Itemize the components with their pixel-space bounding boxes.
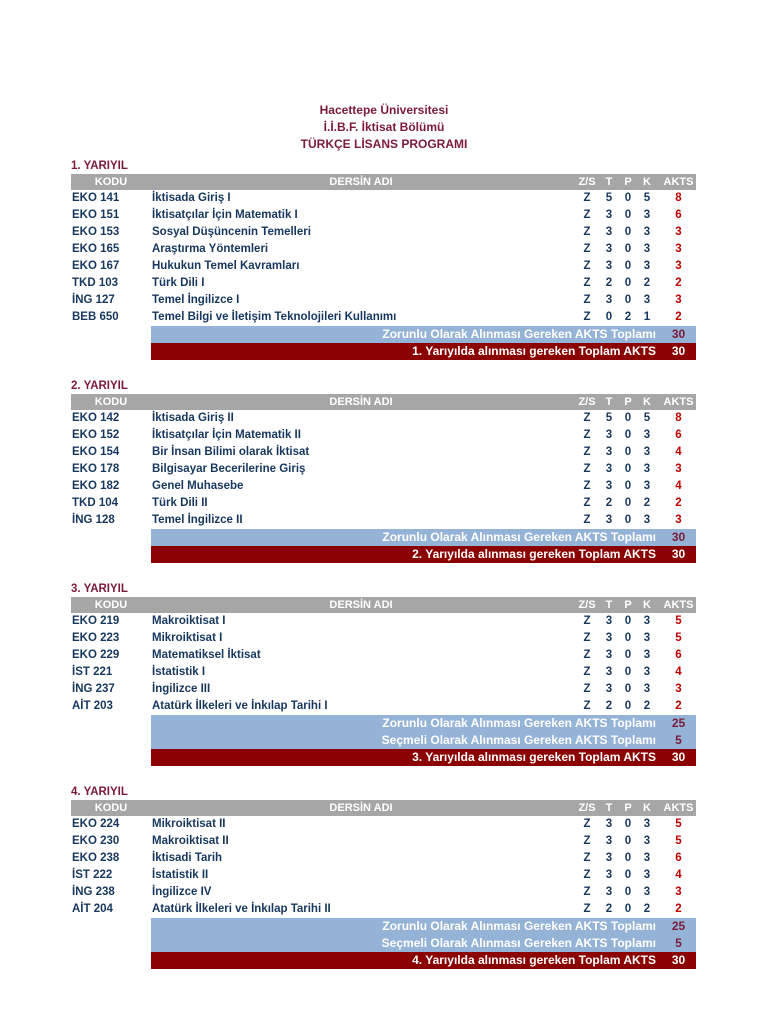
course-akts: 6 [675, 649, 682, 661]
course-k: 3 [643, 649, 651, 661]
course-akts: 6 [675, 429, 682, 441]
total-label: Zorunlu Olarak Alınması Gereken AKTS Toplamı [382, 919, 656, 933]
course-code: EKO 230 [72, 835, 120, 847]
course-t: 3 [605, 446, 613, 458]
akts-total-bar [151, 529, 696, 546]
university-name: Hacettepe Üniversitesi [319, 103, 449, 117]
course-code: TKD 103 [72, 277, 119, 289]
course-t: 5 [605, 192, 613, 204]
course-row [71, 884, 696, 901]
course-code: İNG 128 [72, 514, 115, 526]
course-akts: 3 [675, 226, 682, 238]
course-name: İktisadi Tarih [152, 852, 223, 864]
course-t: 3 [605, 243, 613, 255]
column-header-t: T [605, 396, 613, 408]
course-code: İST 221 [72, 666, 113, 678]
course-zs: Z [583, 446, 591, 458]
course-k: 3 [643, 852, 651, 864]
column-header-row [71, 800, 696, 816]
course-name: Bilgisayar Becerilerine Giriş [152, 463, 306, 475]
column-header-zs: Z/S [578, 396, 596, 408]
akts-total-bar [151, 732, 696, 749]
course-p: 0 [624, 700, 632, 712]
course-p: 0 [624, 192, 632, 204]
akts-total-bar [151, 715, 696, 732]
course-akts: 4 [675, 480, 682, 492]
course-p: 0 [624, 243, 632, 255]
course-row [71, 427, 696, 444]
course-p: 0 [624, 260, 632, 272]
column-header-k: K [643, 599, 651, 611]
course-row [71, 444, 696, 461]
course-akts: 5 [675, 835, 682, 847]
course-name: Araştırma Yöntemleri [152, 243, 269, 255]
course-code: EKO 229 [72, 649, 120, 661]
course-name: İktisatçılar İçin Matematik I [152, 209, 298, 221]
course-zs: Z [583, 226, 591, 238]
course-k: 3 [643, 463, 651, 475]
course-akts: 2 [675, 277, 682, 289]
column-header-akts: AKTS [663, 802, 694, 814]
course-name: Türk Dili II [152, 497, 208, 509]
semester-block [71, 784, 696, 969]
course-akts: 4 [675, 666, 682, 678]
column-header-akts: AKTS [663, 599, 694, 611]
course-zs: Z [583, 886, 591, 898]
course-name: İstatistik I [152, 666, 206, 678]
course-p: 0 [624, 226, 632, 238]
course-t: 2 [605, 903, 613, 915]
course-zs: Z [583, 192, 591, 204]
course-akts: 3 [675, 463, 682, 475]
course-akts: 4 [675, 869, 682, 881]
total-label: Seçmeli Olarak Alınması Gereken AKTS Toplamı [381, 733, 656, 747]
course-code: İNG 237 [72, 683, 115, 695]
column-header-t: T [605, 802, 613, 814]
course-code: AİT 203 [72, 700, 113, 712]
course-name: Mikroiktisat II [152, 818, 226, 830]
course-t: 3 [605, 886, 613, 898]
course-akts: 8 [675, 192, 682, 204]
course-zs: Z [583, 497, 591, 509]
course-row [71, 681, 696, 698]
course-k: 3 [643, 294, 651, 306]
course-t: 5 [605, 412, 613, 424]
course-k: 3 [643, 226, 651, 238]
course-name: Temel İngilizce II [152, 514, 243, 526]
course-p: 0 [624, 852, 632, 864]
department-name: İ.İ.B.F. İktisat Bölümü [323, 120, 445, 134]
course-p: 0 [624, 869, 632, 881]
course-name: Bir İnsan Bilimi olarak İktisat [152, 446, 310, 458]
course-akts: 3 [675, 260, 682, 272]
semester-total-bar [151, 952, 696, 969]
semester-title: 1. YARIYIL [71, 160, 128, 172]
course-name: Atatürk İlkeleri ve İnkılap Tarihi II [152, 903, 331, 915]
semester-title: 4. YARIYIL [71, 786, 128, 798]
course-zs: Z [583, 615, 591, 627]
total-label: 1. Yarıyılda alınması gereken Toplam AKTS [412, 344, 656, 358]
course-k: 3 [643, 666, 651, 678]
course-name: Hukukun Temel Kavramları [152, 260, 300, 272]
course-t: 2 [605, 497, 613, 509]
semester-total-bar [151, 749, 696, 766]
course-akts: 5 [675, 632, 682, 644]
total-value: 5 [675, 733, 682, 747]
column-header-row [71, 597, 696, 613]
course-k: 3 [643, 683, 651, 695]
course-name: Türk Dili I [152, 277, 205, 289]
course-zs: Z [583, 903, 591, 915]
course-k: 5 [643, 192, 651, 204]
column-header-p: P [624, 396, 632, 408]
course-akts: 3 [675, 243, 682, 255]
course-row [71, 495, 696, 512]
course-p: 0 [624, 632, 632, 644]
course-t: 3 [605, 683, 613, 695]
course-t: 3 [605, 615, 613, 627]
course-row [71, 512, 696, 529]
course-p: 0 [624, 412, 632, 424]
course-code: EKO 182 [72, 480, 120, 492]
column-header-akts: AKTS [663, 176, 694, 188]
course-row [71, 309, 696, 326]
course-zs: Z [583, 683, 591, 695]
course-t: 0 [605, 311, 613, 323]
course-code: EKO 223 [72, 632, 120, 644]
course-code: EKO 154 [72, 446, 120, 458]
course-code: BEB 650 [72, 311, 119, 323]
course-row [71, 224, 696, 241]
course-code: TKD 104 [72, 497, 119, 509]
course-p: 0 [624, 514, 632, 526]
course-k: 1 [643, 311, 651, 323]
course-akts: 3 [675, 683, 682, 695]
course-row [71, 901, 696, 918]
course-zs: Z [583, 666, 591, 678]
column-header-p: P [624, 599, 632, 611]
course-t: 3 [605, 649, 613, 661]
course-name: İktisada Giriş II [152, 412, 234, 424]
akts-total-bar [151, 918, 696, 935]
column-header-k: K [643, 396, 651, 408]
column-header-dersin_adi: DERSİN ADI [329, 396, 393, 408]
total-label: 3. Yarıyılda alınması gereken Toplam AKTS [412, 750, 656, 764]
course-zs: Z [583, 818, 591, 830]
course-row [71, 461, 696, 478]
course-akts: 3 [675, 886, 682, 898]
course-t: 3 [605, 666, 613, 678]
course-zs: Z [583, 311, 591, 323]
course-akts: 6 [675, 209, 682, 221]
course-k: 3 [643, 835, 651, 847]
course-k: 3 [643, 615, 651, 627]
column-header-p: P [624, 802, 632, 814]
course-t: 3 [605, 818, 613, 830]
course-zs: Z [583, 463, 591, 475]
course-t: 3 [605, 514, 613, 526]
course-p: 0 [624, 294, 632, 306]
course-code: EKO 152 [72, 429, 120, 441]
semester-title: 3. YARIYIL [71, 583, 128, 595]
course-akts: 5 [675, 615, 682, 627]
total-label: Zorunlu Olarak Alınması Gereken AKTS Toplamı [382, 327, 656, 341]
course-t: 3 [605, 463, 613, 475]
course-t: 3 [605, 852, 613, 864]
course-row [71, 630, 696, 647]
course-zs: Z [583, 649, 591, 661]
column-header-dersin_adi: DERSİN ADI [329, 802, 393, 814]
course-code: EKO 153 [72, 226, 120, 238]
column-header-kodu: KODU [94, 802, 128, 814]
course-name: Makroiktisat II [152, 835, 229, 847]
course-row [71, 478, 696, 495]
column-header-akts: AKTS [663, 396, 694, 408]
course-row [71, 850, 696, 867]
course-k: 2 [643, 497, 651, 509]
semester-block [71, 581, 696, 766]
total-value: 30 [671, 953, 686, 967]
course-p: 0 [624, 446, 632, 458]
course-code: EKO 224 [72, 818, 120, 830]
course-akts: 2 [675, 700, 682, 712]
course-name: Temel Bilgi ve İletişim Teknolojileri Kullanımı [152, 311, 397, 323]
course-zs: Z [583, 209, 591, 221]
course-zs: Z [583, 835, 591, 847]
course-zs: Z [583, 632, 591, 644]
course-k: 2 [643, 903, 651, 915]
total-value: 30 [671, 547, 686, 561]
course-code: İNG 127 [72, 294, 115, 306]
total-value: 30 [671, 750, 686, 764]
semester-total-bar [151, 546, 696, 563]
course-p: 0 [624, 615, 632, 627]
program-title: TÜRKÇE LİSANS PROGRAMI [300, 137, 468, 151]
course-code: EKO 141 [72, 192, 120, 204]
course-t: 3 [605, 429, 613, 441]
total-label: Seçmeli Olarak Alınması Gereken AKTS Toplamı [381, 936, 656, 950]
course-k: 5 [643, 412, 651, 424]
semester-block [71, 158, 696, 360]
course-name: İktisatçılar İçin Matematik II [152, 429, 301, 441]
course-row [71, 410, 696, 427]
course-akts: 2 [675, 903, 682, 915]
course-zs: Z [583, 514, 591, 526]
course-zs: Z [583, 260, 591, 272]
course-p: 0 [624, 683, 632, 695]
course-code: İST 222 [72, 869, 113, 881]
column-header-row [71, 174, 696, 190]
course-k: 3 [643, 480, 651, 492]
course-row [71, 241, 696, 258]
column-header-kodu: KODU [94, 396, 128, 408]
course-row [71, 698, 696, 715]
column-header-t: T [605, 599, 613, 611]
column-header-p: P [624, 176, 632, 188]
course-row [71, 275, 696, 292]
course-code: İNG 238 [72, 886, 115, 898]
course-t: 3 [605, 260, 613, 272]
course-code: EKO 142 [72, 412, 120, 424]
course-k: 3 [643, 818, 651, 830]
total-value: 30 [671, 344, 686, 358]
course-zs: Z [583, 700, 591, 712]
course-k: 3 [643, 886, 651, 898]
total-value: 30 [671, 327, 686, 341]
course-p: 0 [624, 886, 632, 898]
course-p: 0 [624, 209, 632, 221]
course-zs: Z [583, 480, 591, 492]
course-row [71, 207, 696, 224]
column-header-k: K [643, 802, 651, 814]
course-row [71, 647, 696, 664]
total-value: 25 [671, 919, 686, 933]
course-row [71, 292, 696, 309]
semester-total-bar [151, 343, 696, 360]
course-k: 3 [643, 209, 651, 221]
total-value: 30 [671, 530, 686, 544]
course-zs: Z [583, 294, 591, 306]
course-akts: 4 [675, 446, 682, 458]
course-name: İktisada Giriş I [152, 192, 231, 204]
course-row [71, 833, 696, 850]
column-header-t: T [605, 176, 613, 188]
course-zs: Z [583, 412, 591, 424]
course-t: 3 [605, 632, 613, 644]
course-name: İngilizce IV [152, 886, 212, 898]
course-row [71, 613, 696, 630]
course-name: Sosyal Düşüncenin Temelleri [152, 226, 311, 238]
course-p: 0 [624, 649, 632, 661]
column-header-kodu: KODU [94, 599, 128, 611]
course-akts: 3 [675, 514, 682, 526]
course-p: 0 [624, 818, 632, 830]
semester-block [71, 378, 696, 563]
course-k: 2 [643, 700, 651, 712]
course-row [71, 867, 696, 884]
course-t: 3 [605, 226, 613, 238]
course-t: 3 [605, 209, 613, 221]
course-p: 0 [624, 480, 632, 492]
course-akts: 6 [675, 852, 682, 864]
column-header-zs: Z/S [578, 599, 596, 611]
course-akts: 8 [675, 412, 682, 424]
course-row [71, 258, 696, 275]
course-zs: Z [583, 429, 591, 441]
course-row [71, 816, 696, 833]
course-p: 2 [624, 311, 632, 323]
column-header-dersin_adi: DERSİN ADI [329, 176, 393, 188]
akts-total-bar [151, 935, 696, 952]
course-code: EKO 167 [72, 260, 120, 272]
course-akts: 2 [675, 311, 682, 323]
course-p: 0 [624, 835, 632, 847]
course-code: EKO 219 [72, 615, 120, 627]
course-t: 2 [605, 277, 613, 289]
course-k: 2 [643, 277, 651, 289]
akts-total-bar [151, 326, 696, 343]
course-name: Temel İngilizce I [152, 294, 240, 306]
course-p: 0 [624, 463, 632, 475]
course-k: 3 [643, 632, 651, 644]
course-k: 3 [643, 869, 651, 881]
course-k: 3 [643, 243, 651, 255]
course-akts: 3 [675, 294, 682, 306]
course-row [71, 664, 696, 681]
course-p: 0 [624, 429, 632, 441]
total-label: 4. Yarıyılda alınması gereken Toplam AKTS [412, 953, 656, 967]
course-zs: Z [583, 243, 591, 255]
total-label: 2. Yarıyılda alınması gereken Toplam AKTS [412, 547, 656, 561]
course-name: İstatistik II [152, 869, 209, 881]
course-t: 2 [605, 700, 613, 712]
course-zs: Z [583, 869, 591, 881]
column-header-row [71, 394, 696, 410]
course-t: 3 [605, 835, 613, 847]
course-name: Genel Muhasebe [152, 480, 244, 492]
course-code: EKO 238 [72, 852, 120, 864]
course-k: 3 [643, 514, 651, 526]
course-p: 0 [624, 903, 632, 915]
course-p: 0 [624, 497, 632, 509]
course-p: 0 [624, 277, 632, 289]
course-code: EKO 165 [72, 243, 120, 255]
course-k: 3 [643, 260, 651, 272]
course-name: Mikroiktisat I [152, 632, 223, 644]
course-akts: 5 [675, 818, 682, 830]
total-label: Zorunlu Olarak Alınması Gereken AKTS Toplamı [382, 716, 656, 730]
semester-title: 2. YARIYIL [71, 380, 128, 392]
column-header-kodu: KODU [94, 176, 128, 188]
course-k: 3 [643, 429, 651, 441]
course-k: 3 [643, 446, 651, 458]
course-t: 3 [605, 294, 613, 306]
course-name: İngilizce III [152, 683, 211, 695]
course-t: 3 [605, 869, 613, 881]
column-header-zs: Z/S [578, 176, 596, 188]
course-code: EKO 151 [72, 209, 120, 221]
course-code: EKO 178 [72, 463, 120, 475]
course-p: 0 [624, 666, 632, 678]
course-akts: 2 [675, 497, 682, 509]
column-header-k: K [643, 176, 651, 188]
course-t: 3 [605, 480, 613, 492]
column-header-dersin_adi: DERSİN ADI [329, 599, 393, 611]
total-value: 25 [671, 716, 686, 730]
course-row [71, 190, 696, 207]
course-name: Makroiktisat I [152, 615, 226, 627]
column-header-zs: Z/S [578, 802, 596, 814]
course-name: Atatürk İlkeleri ve İnkılap Tarihi I [152, 700, 328, 712]
total-label: Zorunlu Olarak Alınması Gereken AKTS Toplamı [382, 530, 656, 544]
course-zs: Z [583, 852, 591, 864]
total-value: 5 [675, 936, 682, 950]
course-name: Matematiksel İktisat [152, 649, 261, 661]
course-code: AİT 204 [72, 903, 113, 915]
course-zs: Z [583, 277, 591, 289]
